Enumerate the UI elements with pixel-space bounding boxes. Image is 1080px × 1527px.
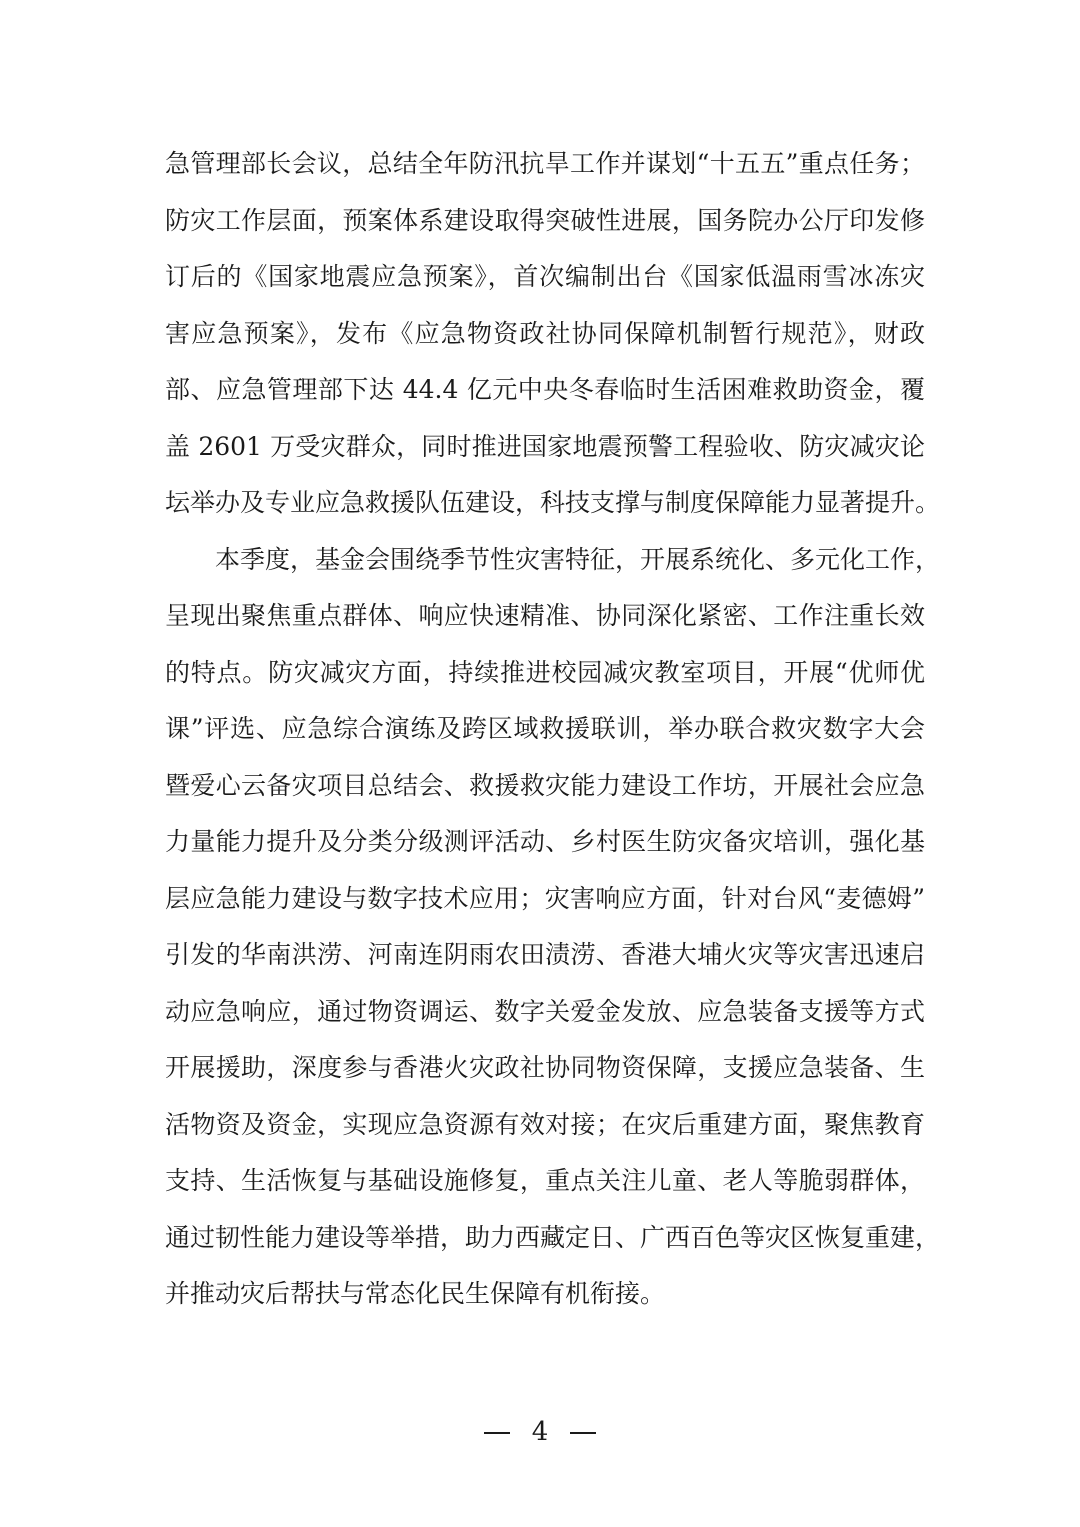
text-line: 动应急响应，通过物资调运、数字关爱金发放、应急装备支援等方式 xyxy=(165,996,925,1026)
page-number xyxy=(0,1412,1080,1452)
paragraph-1 xyxy=(165,136,941,532)
text-line: 的特点。防灾减灾方面，持续推进校园减灾教室项目，开展“优师优 xyxy=(165,657,925,687)
text-line: 害应急预案》，发布《应急物资政社协同保障机制暂行规范》，财政 xyxy=(165,318,925,348)
paragraph-2 xyxy=(165,532,941,1323)
text-line: 急管理部长会议，总结全年防汛抗旱工作并谋划“十五五”重点任务； xyxy=(165,149,925,178)
text-line: 订后的《国家地震应急预案》，首次编制出台《国家低温雨雪冰冻灾 xyxy=(165,262,925,291)
text-line: 呈现出聚焦重点群体、响应快速精准、协同深化紧密、工作注重长效 xyxy=(165,601,925,630)
text-line: 开展援助，深度参与香港火灾政社协同物资保障，支援应急装备、生 xyxy=(165,1053,925,1082)
dash-right xyxy=(570,1432,596,1434)
text-line: 力量能力提升及分类分级测评活动、乡村医生防灾备灾培训，强化基 xyxy=(165,827,925,856)
text-line: 引发的华南洪涝、河南连阴雨农田渍涝、香港大埔火灾等灾害迅速启 xyxy=(165,940,925,969)
text-line: 盖 2601 万受灾群众，同时推进国家地震预警工程验收、防灾减灾论 xyxy=(165,431,925,461)
text-line: 部、应急管理部下达 44.4 亿元中央冬春临时生活困难救助资金，覆 xyxy=(165,375,925,404)
text-line: 本季度，基金会围绕季节性灾害特征，开展系统化、多元化工作， xyxy=(215,544,941,574)
text-line: 暨爱心云备灾项目总结会、救援救灾能力建设工作坊，开展社会应急 xyxy=(165,770,925,800)
text-line: 支持、生活恢复与基础设施修复，重点关注儿童、老人等脆弱群体， xyxy=(165,1166,925,1195)
body-text xyxy=(165,136,941,1323)
text-line: 课”评选、应急综合演练及跨区域救援联训，举办联合救灾数字大会 xyxy=(165,714,925,743)
text-line: 活物资及资金，实现应急资源有效对接；在灾后重建方面，聚焦教育 xyxy=(165,1109,925,1139)
text-line: 并推动灾后帮扶与常态化民生保障有机衔接。 xyxy=(165,1279,666,1308)
text-line: 坛举办及专业应急救援队伍建设，科技支撑与制度保障能力显著提升。 xyxy=(165,488,941,517)
text-line: 层应急能力建设与数字技术应用；灾害响应方面，针对台风“麦德姆” xyxy=(165,883,925,913)
text-line: 防灾工作层面，预案体系建设取得突破性进展，国务院办公厅印发修 xyxy=(165,205,925,235)
text-line: 通过韧性能力建设等举措，助力西藏定日、广西百色等灾区恢复重建， xyxy=(165,1222,941,1252)
page-number-value: 4 xyxy=(531,1417,549,1447)
dash-left xyxy=(484,1432,510,1434)
